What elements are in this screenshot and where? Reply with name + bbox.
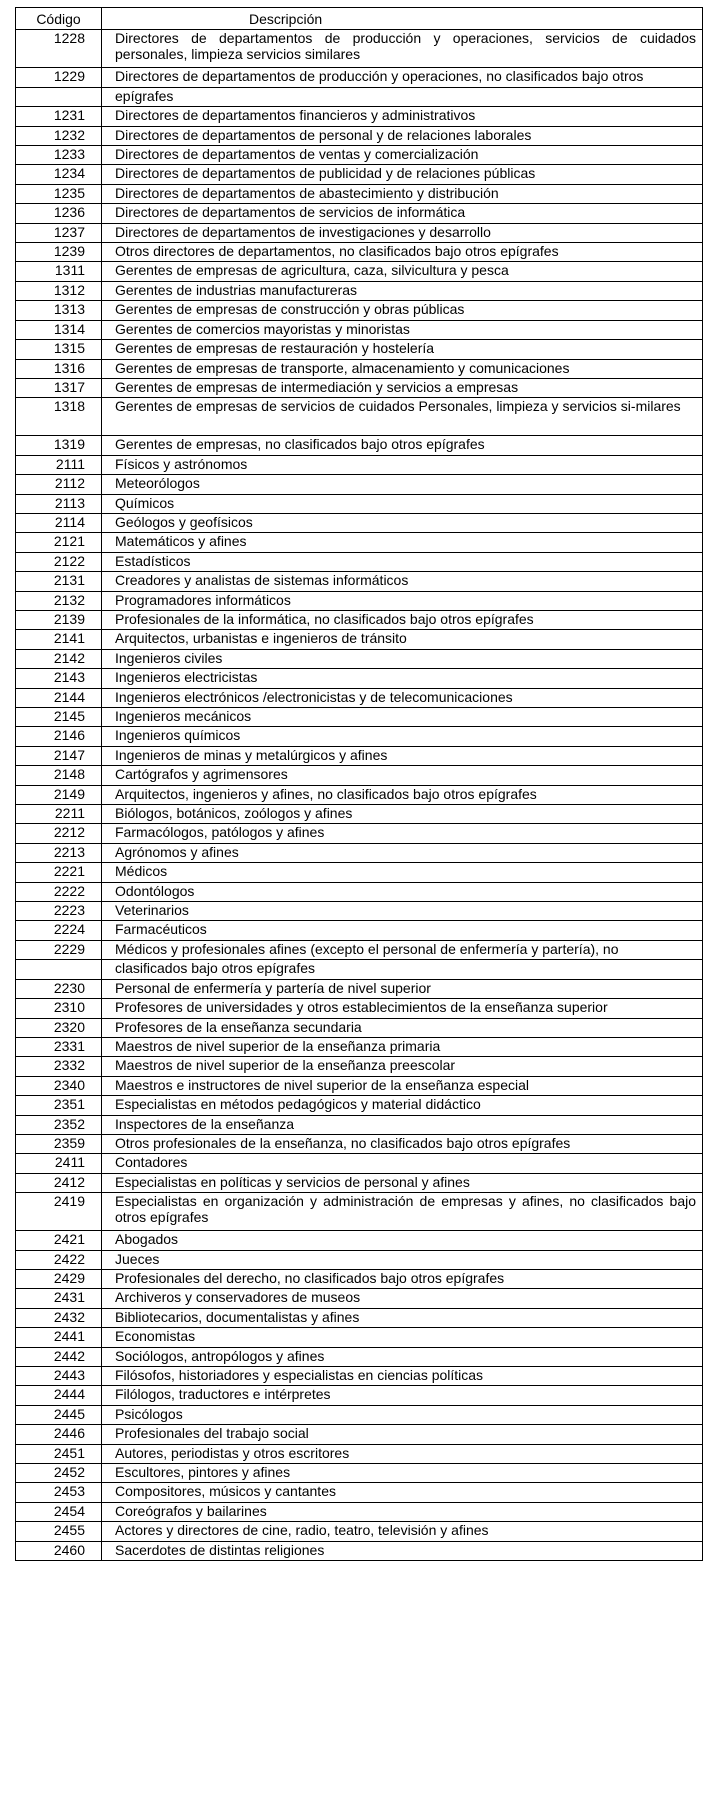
table-header-row bbox=[16, 8, 703, 30]
table-row bbox=[16, 921, 703, 940]
code-cell: 2222 bbox=[16, 882, 102, 901]
description-cell: Directores de departamentos de ventas y comercialización bbox=[102, 146, 703, 165]
table-row bbox=[16, 1037, 703, 1056]
code-cell: 1313 bbox=[16, 301, 102, 320]
description-cell: Profesionales del trabajo social bbox=[102, 1425, 703, 1444]
description-cell: Programadores informáticos bbox=[102, 591, 703, 610]
code-cell: 2142 bbox=[16, 649, 102, 668]
description-cell: Médicos bbox=[102, 863, 703, 882]
table-row bbox=[16, 223, 703, 242]
description-cell: Profesores de la enseñanza secundaria bbox=[102, 1018, 703, 1037]
table-row bbox=[16, 999, 703, 1018]
table-row bbox=[16, 475, 703, 494]
description-cell: Gerentes de empresas de agricultura, caza, silvicultura y pesca bbox=[102, 262, 703, 281]
table-row bbox=[16, 979, 703, 998]
description-cell: Compositores, músicos y cantantes bbox=[102, 1483, 703, 1502]
table-row bbox=[16, 243, 703, 262]
code-cell: 2455 bbox=[16, 1522, 102, 1541]
description-cell: Físicos y astrónomos bbox=[102, 455, 703, 474]
table-row bbox=[16, 1134, 703, 1153]
description-cell: Matemáticos y afines bbox=[102, 533, 703, 552]
description-cell: Bibliotecarios, documentalistas y afines bbox=[102, 1308, 703, 1327]
table-row bbox=[16, 1541, 703, 1560]
table-row bbox=[16, 863, 703, 882]
table-row bbox=[16, 165, 703, 184]
code-cell: 1231 bbox=[16, 107, 102, 126]
table-row bbox=[16, 902, 703, 921]
description-cell: Actores y directores de cine, radio, teatro, televisión y afines bbox=[102, 1522, 703, 1541]
description-cell: Otros profesionales de la enseñanza, no clasificados bajo otros epígrafes bbox=[102, 1134, 703, 1153]
code-cell: 2444 bbox=[16, 1386, 102, 1405]
table-row bbox=[16, 746, 703, 765]
code-cell: 2112 bbox=[16, 475, 102, 494]
table-row bbox=[16, 301, 703, 320]
code-cell: 2111 bbox=[16, 455, 102, 474]
description-cell: Veterinarios bbox=[102, 902, 703, 921]
description-cell: Filósofos, historiadores y especialistas en ciencias políticas bbox=[102, 1367, 703, 1386]
table-row bbox=[16, 649, 703, 668]
table-row bbox=[16, 1483, 703, 1502]
code-cell: 2121 bbox=[16, 533, 102, 552]
table-row bbox=[16, 1231, 703, 1250]
table-row bbox=[16, 1522, 703, 1541]
table-row bbox=[16, 630, 703, 649]
table-row bbox=[16, 1115, 703, 1134]
description-cell: Ingenieros electricistas bbox=[102, 669, 703, 688]
description-cell: Gerentes de comercios mayoristas y minoristas bbox=[102, 320, 703, 339]
table-row bbox=[16, 320, 703, 339]
description-cell: Ingenieros civiles bbox=[102, 649, 703, 668]
code-cell: 1229 bbox=[16, 68, 102, 87]
description-cell: Sociólogos, antropólogos y afines bbox=[102, 1347, 703, 1366]
description-cell: Directores de departamentos financieros y administrativos bbox=[102, 107, 703, 126]
description-cell: Maestros de nivel superior de la enseñanza primaria bbox=[102, 1037, 703, 1056]
description-column-header: Descripción bbox=[102, 8, 703, 30]
table-row bbox=[16, 766, 703, 785]
table-row bbox=[16, 1464, 703, 1483]
code-cell: 1311 bbox=[16, 262, 102, 281]
code-cell: 2441 bbox=[16, 1328, 102, 1347]
table-row bbox=[16, 1269, 703, 1288]
table-row bbox=[16, 107, 703, 126]
code-cell: 2145 bbox=[16, 708, 102, 727]
table-row bbox=[16, 1057, 703, 1076]
code-cell: 2213 bbox=[16, 843, 102, 862]
description-cell: Abogados bbox=[102, 1231, 703, 1250]
table-row bbox=[16, 960, 703, 979]
description-cell: Gerentes de empresas de transporte, almacenamiento y comunicaciones bbox=[102, 359, 703, 378]
code-cell: 1319 bbox=[16, 436, 102, 455]
description-cell: epígrafes bbox=[102, 87, 703, 106]
code-cell: 2224 bbox=[16, 921, 102, 940]
table-row bbox=[16, 1405, 703, 1424]
code-cell: 2451 bbox=[16, 1444, 102, 1463]
description-cell: Químicos bbox=[102, 494, 703, 513]
description-cell: Directores de departamentos de investigaciones y desarrollo bbox=[102, 223, 703, 242]
description-cell: Sacerdotes de distintas religiones bbox=[102, 1541, 703, 1560]
table-row bbox=[16, 805, 703, 824]
description-cell: Ingenieros químicos bbox=[102, 727, 703, 746]
table-row bbox=[16, 1096, 703, 1115]
description-cell: Profesionales de la informática, no clasificados bajo otros epígrafes bbox=[102, 610, 703, 629]
code-cell: 1234 bbox=[16, 165, 102, 184]
code-cell: 2332 bbox=[16, 1057, 102, 1076]
table-row bbox=[16, 1308, 703, 1327]
description-cell: Directores de departamentos de abastecimiento y distribución bbox=[102, 184, 703, 203]
code-cell: 2221 bbox=[16, 863, 102, 882]
description-cell: Farmacólogos, patólogos y afines bbox=[102, 824, 703, 843]
description-cell: Gerentes de industrias manufactureras bbox=[102, 281, 703, 300]
table-row bbox=[16, 533, 703, 552]
description-cell: Directores de departamentos de producción y operaciones, no clasificados bajo otros bbox=[102, 68, 703, 87]
description-cell: Odontólogos bbox=[102, 882, 703, 901]
code-cell: 2352 bbox=[16, 1115, 102, 1134]
table-row bbox=[16, 688, 703, 707]
code-cell: 2454 bbox=[16, 1502, 102, 1521]
description-cell: Meteorólogos bbox=[102, 475, 703, 494]
table-row bbox=[16, 513, 703, 532]
description-cell: Profesores de universidades y otros establecimientos de la enseñanza superior bbox=[102, 999, 703, 1018]
code-cell: 2114 bbox=[16, 513, 102, 532]
occupation-code-table bbox=[15, 7, 703, 1561]
code-cell: 1317 bbox=[16, 378, 102, 397]
table-row bbox=[16, 1425, 703, 1444]
table-row bbox=[16, 1173, 703, 1192]
code-cell: 2460 bbox=[16, 1541, 102, 1560]
table-row bbox=[16, 281, 703, 300]
description-cell: Directores de departamentos de personal y de relaciones laborales bbox=[102, 126, 703, 145]
table-row bbox=[16, 1076, 703, 1095]
description-cell: Gerentes de empresas de servicios de cuidados Personales, limpieza y servicios si-milares bbox=[102, 398, 703, 436]
description-cell: Gerentes de empresas de intermediación y servicios a empresas bbox=[102, 378, 703, 397]
description-cell: Especialistas en organización y administración de empresas y afines, no clasificados bajo otros epígrafes bbox=[102, 1193, 703, 1231]
code-cell: 2144 bbox=[16, 688, 102, 707]
table-row bbox=[16, 204, 703, 223]
table-row bbox=[16, 494, 703, 513]
code-cell: 2320 bbox=[16, 1018, 102, 1037]
description-cell: Inspectores de la enseñanza bbox=[102, 1115, 703, 1134]
code-cell: 1315 bbox=[16, 340, 102, 359]
table-row bbox=[16, 340, 703, 359]
table-row bbox=[16, 843, 703, 862]
description-cell: Escultores, pintores y afines bbox=[102, 1464, 703, 1483]
description-cell: Otros directores de departamentos, no clasificados bajo otros epígrafes bbox=[102, 243, 703, 262]
description-cell: Estadísticos bbox=[102, 552, 703, 571]
table-row bbox=[16, 824, 703, 843]
code-cell: 1316 bbox=[16, 359, 102, 378]
description-cell: Especialistas en métodos pedagógicos y material didáctico bbox=[102, 1096, 703, 1115]
code-cell: 2230 bbox=[16, 979, 102, 998]
code-cell: 2445 bbox=[16, 1405, 102, 1424]
description-cell: Economistas bbox=[102, 1328, 703, 1347]
table-row bbox=[16, 727, 703, 746]
code-cell: 2139 bbox=[16, 610, 102, 629]
description-cell: Psicólogos bbox=[102, 1405, 703, 1424]
description-cell: Ingenieros mecánicos bbox=[102, 708, 703, 727]
table-row bbox=[16, 708, 703, 727]
description-cell: Biólogos, botánicos, zoólogos y afines bbox=[102, 805, 703, 824]
code-cell: 1236 bbox=[16, 204, 102, 223]
code-cell: 2359 bbox=[16, 1134, 102, 1153]
code-cell: 2212 bbox=[16, 824, 102, 843]
table-row bbox=[16, 378, 703, 397]
code-cell: 2113 bbox=[16, 494, 102, 513]
description-cell: Ingenieros electrónicos /electronicistas y de telecomunicaciones bbox=[102, 688, 703, 707]
code-cell: 2452 bbox=[16, 1464, 102, 1483]
code-cell: 2429 bbox=[16, 1269, 102, 1288]
description-cell: Directores de departamentos de producción y operaciones, servicios de cuidados personales, limpieza servicios similares bbox=[102, 30, 703, 68]
description-cell: Arquitectos, ingenieros y afines, no clasificados bajo otros epígrafes bbox=[102, 785, 703, 804]
table-row bbox=[16, 87, 703, 106]
table-row bbox=[16, 1347, 703, 1366]
table-row bbox=[16, 436, 703, 455]
description-cell: Cartógrafos y agrimensores bbox=[102, 766, 703, 785]
code-cell: 1237 bbox=[16, 223, 102, 242]
table-row bbox=[16, 1328, 703, 1347]
table-row bbox=[16, 146, 703, 165]
code-cell: 2148 bbox=[16, 766, 102, 785]
code-cell: 2453 bbox=[16, 1483, 102, 1502]
table-row bbox=[16, 940, 703, 959]
description-cell: Especialistas en políticas y servicios de personal y afines bbox=[102, 1173, 703, 1192]
description-cell: Creadores y analistas de sistemas informáticos bbox=[102, 572, 703, 591]
code-cell: 2351 bbox=[16, 1096, 102, 1115]
table-row bbox=[16, 882, 703, 901]
code-cell: 2431 bbox=[16, 1289, 102, 1308]
description-cell: Autores, periodistas y otros escritores bbox=[102, 1444, 703, 1463]
description-cell: clasificados bajo otros epígrafes bbox=[102, 960, 703, 979]
code-cell: 2147 bbox=[16, 746, 102, 765]
code-cell: 2443 bbox=[16, 1367, 102, 1386]
table-row bbox=[16, 30, 703, 68]
table-row bbox=[16, 455, 703, 474]
code-cell: 2442 bbox=[16, 1347, 102, 1366]
description-cell: Contadores bbox=[102, 1154, 703, 1173]
code-cell: 1314 bbox=[16, 320, 102, 339]
description-cell: Coreógrafos y bailarines bbox=[102, 1502, 703, 1521]
table-row bbox=[16, 184, 703, 203]
code-cell: 2223 bbox=[16, 902, 102, 921]
description-cell: Gerentes de empresas, no clasificados bajo otros epígrafes bbox=[102, 436, 703, 455]
description-cell: Farmacéuticos bbox=[102, 921, 703, 940]
table-row bbox=[16, 572, 703, 591]
table-row bbox=[16, 1018, 703, 1037]
table-row bbox=[16, 1386, 703, 1405]
code-cell: 2432 bbox=[16, 1308, 102, 1327]
table-row bbox=[16, 669, 703, 688]
table-row bbox=[16, 126, 703, 145]
table-row bbox=[16, 1502, 703, 1521]
table-body bbox=[16, 30, 703, 1561]
code-cell: 1318 bbox=[16, 398, 102, 436]
table-row bbox=[16, 1250, 703, 1269]
code-cell: 2141 bbox=[16, 630, 102, 649]
description-cell: Gerentes de empresas de construcción y obras públicas bbox=[102, 301, 703, 320]
description-cell: Jueces bbox=[102, 1250, 703, 1269]
code-cell: 2421 bbox=[16, 1231, 102, 1250]
code-cell: 2143 bbox=[16, 669, 102, 688]
description-cell: Agrónomos y afines bbox=[102, 843, 703, 862]
table-row bbox=[16, 1367, 703, 1386]
table-row bbox=[16, 1289, 703, 1308]
description-cell: Médicos y profesionales afines (excepto el personal de enfermería y partería), no bbox=[102, 940, 703, 959]
description-cell: Archiveros y conservadores de museos bbox=[102, 1289, 703, 1308]
code-cell: 1233 bbox=[16, 146, 102, 165]
table-row bbox=[16, 359, 703, 378]
code-cell: 2211 bbox=[16, 805, 102, 824]
code-cell: 2412 bbox=[16, 1173, 102, 1192]
description-cell: Directores de departamentos de publicidad y de relaciones públicas bbox=[102, 165, 703, 184]
code-cell: 1228 bbox=[16, 30, 102, 68]
description-cell: Gerentes de empresas de restauración y hostelería bbox=[102, 340, 703, 359]
table-row bbox=[16, 1444, 703, 1463]
description-cell: Directores de departamentos de servicios de informática bbox=[102, 204, 703, 223]
description-cell: Arquitectos, urbanistas e ingenieros de tránsito bbox=[102, 630, 703, 649]
description-cell: Profesionales del derecho, no clasificados bajo otros epígrafes bbox=[102, 1269, 703, 1288]
code-cell: 2331 bbox=[16, 1037, 102, 1056]
table-row bbox=[16, 785, 703, 804]
code-cell: 2419 bbox=[16, 1193, 102, 1231]
table-row bbox=[16, 262, 703, 281]
code-cell bbox=[16, 87, 102, 106]
table-row bbox=[16, 68, 703, 87]
code-cell: 2149 bbox=[16, 785, 102, 804]
code-cell: 2122 bbox=[16, 552, 102, 571]
table-row bbox=[16, 552, 703, 571]
description-cell: Maestros de nivel superior de la enseñanza preescolar bbox=[102, 1057, 703, 1076]
code-cell: 2132 bbox=[16, 591, 102, 610]
code-cell: 2340 bbox=[16, 1076, 102, 1095]
table-row bbox=[16, 610, 703, 629]
code-cell: 2310 bbox=[16, 999, 102, 1018]
table-row bbox=[16, 1193, 703, 1231]
description-cell: Ingenieros de minas y metalúrgicos y afines bbox=[102, 746, 703, 765]
code-cell bbox=[16, 960, 102, 979]
description-cell: Personal de enfermería y partería de nivel superior bbox=[102, 979, 703, 998]
code-cell: 2131 bbox=[16, 572, 102, 591]
code-cell: 1312 bbox=[16, 281, 102, 300]
code-cell: 1239 bbox=[16, 243, 102, 262]
code-cell: 2422 bbox=[16, 1250, 102, 1269]
description-cell: Maestros e instructores de nivel superior de la enseñanza especial bbox=[102, 1076, 703, 1095]
table-row bbox=[16, 591, 703, 610]
code-cell: 2229 bbox=[16, 940, 102, 959]
description-cell: Filólogos, traductores e intérpretes bbox=[102, 1386, 703, 1405]
code-cell: 2411 bbox=[16, 1154, 102, 1173]
code-cell: 1232 bbox=[16, 126, 102, 145]
code-column-header: Código bbox=[16, 8, 102, 30]
description-cell: Geólogos y geofísicos bbox=[102, 513, 703, 532]
table-row bbox=[16, 1154, 703, 1173]
code-cell: 2146 bbox=[16, 727, 102, 746]
code-cell: 2446 bbox=[16, 1425, 102, 1444]
code-cell: 1235 bbox=[16, 184, 102, 203]
table-row bbox=[16, 398, 703, 436]
